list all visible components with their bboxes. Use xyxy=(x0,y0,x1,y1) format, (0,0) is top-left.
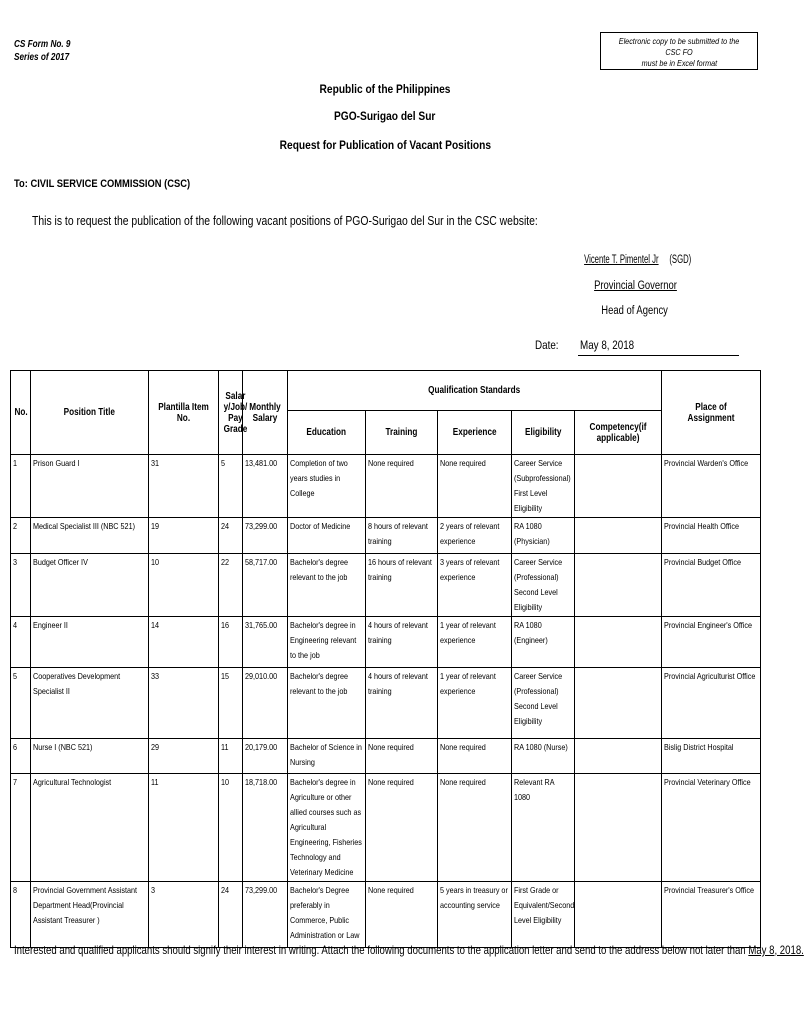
cell-position: Agricultural Technologist xyxy=(31,774,149,882)
table-row xyxy=(11,554,761,617)
cell-education: Bachelor's degree relevant to the job xyxy=(288,668,366,739)
cell-plantilla: 3 xyxy=(149,882,219,948)
cell-training: None required xyxy=(366,455,438,518)
cell-eligibility: Career Service (Professional) Second Level Eligibility xyxy=(512,554,575,617)
cell-plantilla: 19 xyxy=(149,518,219,554)
cell-eligibility: RA 1080 (Engineer) xyxy=(512,617,575,668)
cell-place: Provincial Veterinary Office xyxy=(662,774,761,882)
cell-education: Doctor of Medicine xyxy=(288,518,366,554)
intro-text: This is to request the publication of the following vacant positions of PGO-Surigao del Sur in the CSC website: xyxy=(32,213,538,228)
cell-position: Nurse I (NBC 521) xyxy=(31,739,149,774)
cell-grade: 5 xyxy=(219,455,243,518)
cell-grade: 16 xyxy=(219,617,243,668)
cell-education: Completion of two years studies in College xyxy=(288,455,366,518)
cell-education: Bachelor's degree in Engineering relevant to the job xyxy=(288,617,366,668)
table-row xyxy=(11,518,761,554)
cell-experience: 1 year of relevant experience xyxy=(438,617,512,668)
cell-education: Bachelor's degree relevant to the job xyxy=(288,554,366,617)
header-competency: Competency(if applicable) xyxy=(575,411,662,455)
cell-no: 4 xyxy=(11,617,31,668)
table-row xyxy=(11,774,761,882)
excel-format-note xyxy=(600,32,758,70)
cell-no: 3 xyxy=(11,554,31,617)
cell-place: Provincial Treasurer's Office xyxy=(662,882,761,948)
cell-plantilla: 10 xyxy=(149,554,219,617)
signatory-role-line xyxy=(560,305,710,317)
cell-experience: 1 year of relevant experience xyxy=(438,668,512,739)
agency-heading: PGO-Surigao del Sur xyxy=(334,109,436,123)
cell-eligibility: Relevant RA 1080 xyxy=(512,774,575,882)
cell-competency xyxy=(575,882,662,948)
signatory-sgd: (SGD) xyxy=(669,254,692,266)
cell-eligibility: First Grade or Equivalent/Second Level Eligibility xyxy=(512,882,575,948)
cell-salary: 13,481.00 xyxy=(243,455,288,518)
cell-position: Provincial Government Assistant Department Head(Provincial Assistant Treasurer ) xyxy=(31,882,149,948)
header-monthly-salary: Monthly Salary xyxy=(243,371,288,455)
form-number: CS Form No. 9 xyxy=(14,39,71,50)
cell-training: 16 hours of relevant training xyxy=(366,554,438,617)
header-pay-grade: Salar y/Job/ Pay Grade xyxy=(219,371,243,455)
header-education: Education xyxy=(288,411,366,455)
cell-place: Provincial Agriculturist Office xyxy=(662,668,761,739)
vacant-positions-table xyxy=(10,370,761,948)
note-line-2: must be in Excel format xyxy=(641,58,717,68)
cell-experience: 5 years in treasury or accounting service xyxy=(438,882,512,948)
cell-training: None required xyxy=(366,739,438,774)
header-no: No. xyxy=(11,371,31,455)
header-position-title: Position Title xyxy=(31,371,149,455)
cell-experience: None required xyxy=(438,455,512,518)
cell-competency xyxy=(575,455,662,518)
cell-position: Cooperatives Development Specialist II xyxy=(31,668,149,739)
header-eligibility: Eligibility xyxy=(512,411,575,455)
cell-place: Provincial Budget Office xyxy=(662,554,761,617)
table-row xyxy=(11,668,761,739)
form-series: Series of 2017 xyxy=(14,52,70,63)
addressee: To: CIVIL SERVICE COMMISSION (CSC) xyxy=(14,178,191,190)
cell-no: 8 xyxy=(11,882,31,948)
date-value: May 8, 2018 xyxy=(580,338,635,352)
cell-competency xyxy=(575,617,662,668)
cell-training: None required xyxy=(366,882,438,948)
cell-competency xyxy=(575,739,662,774)
signatory-role: Head of Agency xyxy=(601,305,669,317)
cell-salary: 73,299.00 xyxy=(243,882,288,948)
header-place-of-assignment: Place of Assignment xyxy=(662,371,761,455)
signatory-position: Provincial Governor xyxy=(593,280,677,292)
cell-salary: 31,765.00 xyxy=(243,617,288,668)
page-title: Request for Publication of Vacant Positions xyxy=(279,138,491,152)
cell-salary: 20,179.00 xyxy=(243,739,288,774)
cell-education: Bachelor's Degree preferably in Commerce, Public Administration or Law xyxy=(288,882,366,948)
cell-training: 4 hours of relevant training xyxy=(366,668,438,739)
cell-competency xyxy=(575,774,662,882)
cell-no: 5 xyxy=(11,668,31,739)
cell-eligibility: RA 1080 (Nurse) xyxy=(512,739,575,774)
cell-training: 4 hours of relevant training xyxy=(366,617,438,668)
cell-experience: None required xyxy=(438,774,512,882)
cell-place: Provincial Engineer's Office xyxy=(662,617,761,668)
cell-position: Budget Officer IV xyxy=(31,554,149,617)
date-underline xyxy=(578,355,739,356)
cell-plantilla: 33 xyxy=(149,668,219,739)
cell-no: 7 xyxy=(11,774,31,882)
cell-salary: 73,299.00 xyxy=(243,518,288,554)
cell-education: Bachelor's degree in Agriculture or other allied courses such as Agricultural Engineering, Fisheries Technology and Veterinary Medicine xyxy=(288,774,366,882)
cell-place: Provincial Health Office xyxy=(662,518,761,554)
cell-place: Provincial Warden's Office xyxy=(662,455,761,518)
cell-eligibility: Career Service (Professional) Second Level Eligibility xyxy=(512,668,575,739)
republic-heading: Republic of the Philippines xyxy=(319,82,451,96)
cell-education: Bachelor of Science in Nursing xyxy=(288,739,366,774)
cell-eligibility: RA 1080 (Physician) xyxy=(512,518,575,554)
cell-place: Bislig District Hospital xyxy=(662,739,761,774)
cell-grade: 10 xyxy=(219,774,243,882)
header-training: Training xyxy=(366,411,438,455)
footer-deadline: May 8, 2018. xyxy=(748,943,804,957)
cell-grade: 24 xyxy=(219,518,243,554)
cell-salary: 18,718.00 xyxy=(243,774,288,882)
signatory-name: Vicente T. Pimentel Jr xyxy=(584,254,659,266)
note-line-1: Electronic copy to be submitted to the CSC FO xyxy=(618,36,740,57)
cell-plantilla: 14 xyxy=(149,617,219,668)
cell-training: None required xyxy=(366,774,438,882)
cell-no: 6 xyxy=(11,739,31,774)
cell-experience: 3 years of relevant experience xyxy=(438,554,512,617)
cell-salary: 29,010.00 xyxy=(243,668,288,739)
table-row xyxy=(11,455,761,518)
footer-text: Interested and qualified applicants should signify their interest in writing. Attach the following documents to the application letter and send to the address below not later than xyxy=(14,943,749,957)
cell-eligibility: Career Service (Subprofessional) First Level Eligibility xyxy=(512,455,575,518)
signatory-name-line xyxy=(560,254,710,266)
cell-no: 1 xyxy=(11,455,31,518)
date-label: Date: xyxy=(535,338,559,352)
table-row xyxy=(11,739,761,774)
footer-instructions xyxy=(14,943,804,957)
cell-grade: 11 xyxy=(219,739,243,774)
header-experience: Experience xyxy=(438,411,512,455)
cell-salary: 58,717.00 xyxy=(243,554,288,617)
header-plantilla: Plantilla Item No. xyxy=(149,371,219,455)
cell-experience: None required xyxy=(438,739,512,774)
cell-plantilla: 29 xyxy=(149,739,219,774)
cell-experience: 2 years of relevant experience xyxy=(438,518,512,554)
header-qualification-standards: Qualification Standards xyxy=(288,371,662,411)
table-row xyxy=(11,882,761,948)
cell-competency xyxy=(575,554,662,617)
cell-training: 8 hours of relevant training xyxy=(366,518,438,554)
cell-competency xyxy=(575,668,662,739)
form-number-block xyxy=(14,38,71,64)
cell-no: 2 xyxy=(11,518,31,554)
cell-position: Engineer II xyxy=(31,617,149,668)
cell-grade: 24 xyxy=(219,882,243,948)
signatory-position-line xyxy=(560,280,710,292)
cell-position: Medical Specialist III (NBC 521) xyxy=(31,518,149,554)
cell-plantilla: 11 xyxy=(149,774,219,882)
cell-grade: 22 xyxy=(219,554,243,617)
cell-competency xyxy=(575,518,662,554)
cell-position: Prison Guard I xyxy=(31,455,149,518)
table-row xyxy=(11,617,761,668)
cell-plantilla: 31 xyxy=(149,455,219,518)
cell-grade: 15 xyxy=(219,668,243,739)
